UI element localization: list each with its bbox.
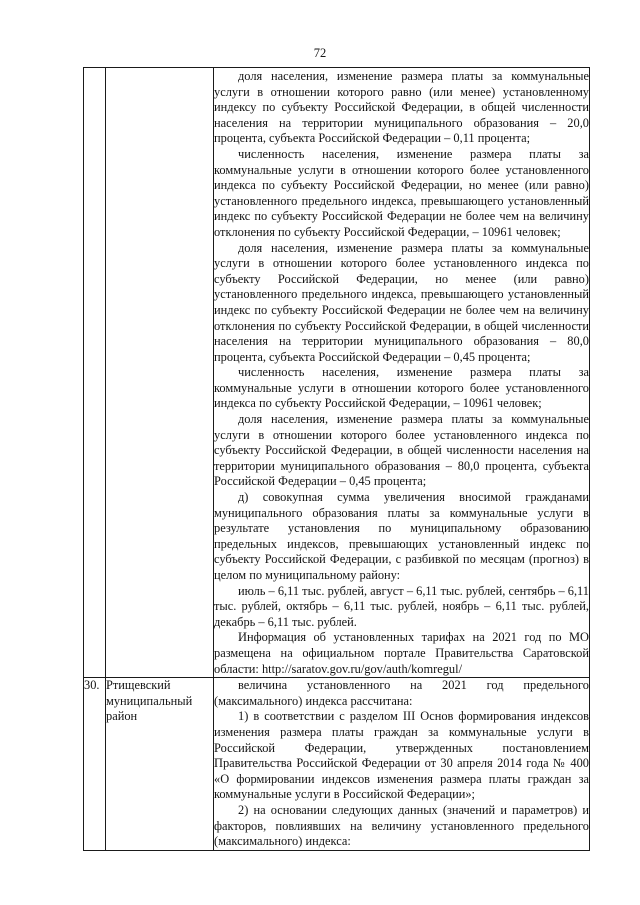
row-number-cell (84, 68, 106, 678)
district-name-cell (106, 68, 214, 678)
index-description-cell (214, 678, 590, 851)
paragraph: доля населения, изменение размера платы за коммунальные услуги в отношении которого более установленного индекса по субъекту Российской Федерации, в общей численности населения на территории муниципального образования – 80,0 процента, субъекта Российской Федерации – 0,45 процента; (214, 412, 589, 489)
municipal-index-table (83, 67, 590, 851)
paragraph: 2) на основании следующих данных (значений и параметров) и факторов, повлиявших на величину установленного предельного (максимального) индекса: (214, 802, 589, 849)
table-row (84, 678, 590, 851)
paragraph: июль – 6,11 тыс. рублей, август – 6,11 тыс. рублей, сентябрь – 6,11 тыс. рублей, октябрь – 6,11 тыс. рублей, ноябрь – 6,11 тыс. рублей, декабрь – 6,11 тыс. рублей. (214, 583, 589, 629)
paragraph: доля населения, изменение размера платы за коммунальные услуги в отношении которого более установленного индекса по субъекту Российской Федерации, но менее (или равно) установленного предельного индекса, превышающего установленный индекс по субъекту Российской Федерации не более чем на величину отклонения по субъекту Российской Федерации, в общей численности населения на территории муниципального образования – 80,0 процента, субъекта Российской Федерации – 0,45 процента; (214, 240, 589, 364)
paragraph: д) совокупная сумма увеличения вносимой гражданами муниципального образования платы за коммунальные услуги в результате установления по муниципальному образованию предельных индексов, превышающих установленный индекс по субъекту Российской Федерации, с разбивкой по месяцам (прогноз) в целом по муниципальному району: (214, 490, 589, 582)
paragraph: Информация об установленных тарифах на 2021 год по МО размещена на официальном портале Правительства Саратовской области: http://saratov.gov.ru/gov/auth/komregul/ (214, 630, 589, 676)
page-number: 72 (313, 46, 327, 60)
paragraph: численность населения, изменение размера платы за коммунальные услуги в отношении которого более установленного индекса по субъекту Российской Федерации, но менее (или равно) установленного предельного индекса, превышающего установленный индекс по субъекту Российской Федерации не более чем на величину отклонения по субъекту Российской Федерации, – 10961 человек; (214, 146, 589, 239)
row-number-cell: 30. (84, 678, 106, 851)
table-row (84, 68, 590, 678)
paragraph: доля населения, изменение размера платы за коммунальные услуги в отношении которого равно (или менее) установленному индексу по субъекту Российской Федерации, в общей численности населения на территории муниципального образования – 20,0 процента, субъекта Российской Федерации – 0,11 процента; (214, 69, 589, 146)
paragraph: 1) в соответствии с разделом III Основ формирования индексов изменения размера платы граждан за коммунальные услуги в Российской Федерации, утвержденных постановлением Правительства Российской Федерации от 30 апреля 2014 года № 400 «О формировании индексов изменения размера платы граждан за коммунальные услуги в Российской Федерации»; (214, 709, 589, 802)
paragraph: численность населения, изменение размера платы за коммунальные услуги в отношении которого более установленного индекса по субъекту Российской Федерации, – 10961 человек; (214, 365, 589, 411)
paragraph: величина установленного на 2021 год предельного (максимального) индекса рассчитана: (214, 678, 589, 708)
district-name-cell: Ртищевский муниципальный район (106, 678, 214, 851)
index-description-cell (214, 68, 590, 678)
